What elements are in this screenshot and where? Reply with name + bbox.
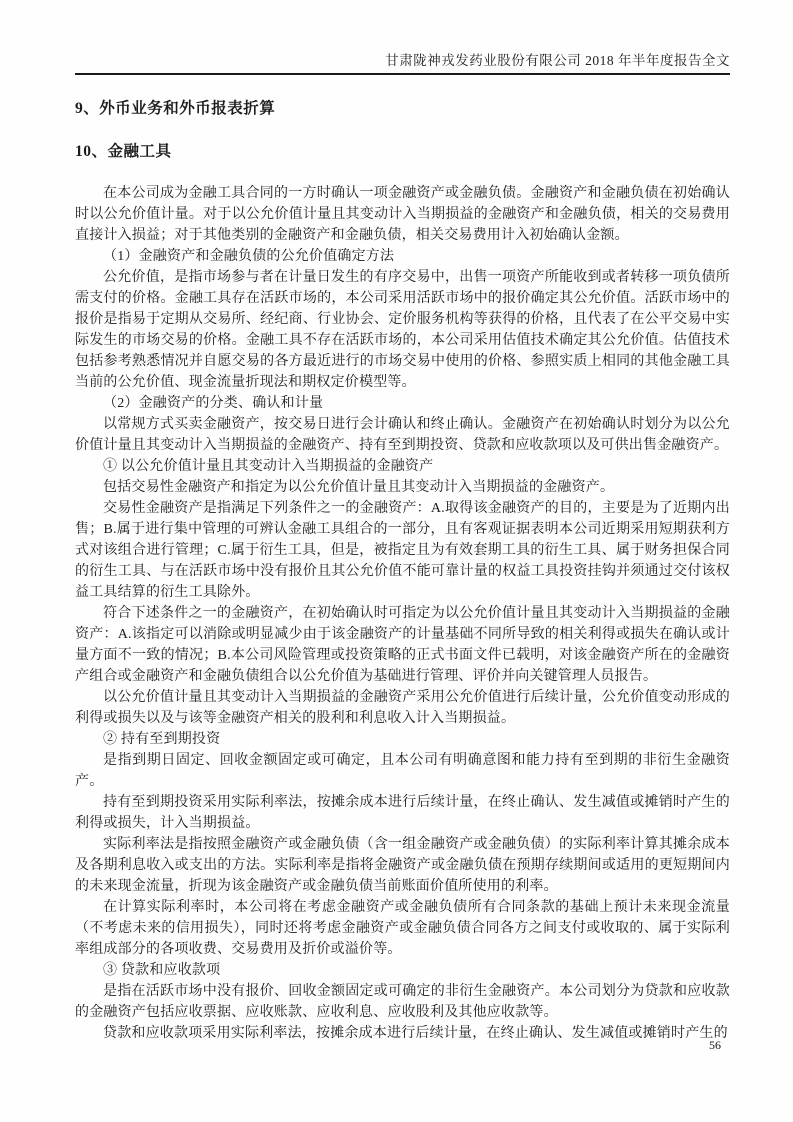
- paragraph-fvtpl-measurement: 以公允价值计量且其变动计入当期损益的金融资产采用公允价值进行后续计量，公允价值变动形成的利得或损失以及与该等金融资产相关的股利和利息收入计入当期损益。: [75, 690, 730, 726]
- paragraph-trading-assets-conditions: 交易性金融资产是指满足下列条件之一的金融资产：A.取得该金融资产的目的，主要是为了近期内出售；B.属于进行集中管理的可辨认金融工具组合的一部分，且有客观证据表明本公司近期采用短期获利方式对该组合进行管理；C.属于衍生工具，但是，被指定且为有效套期工具的衍生工具、属于财务担保合同的衍生工具、与在活跃市场中没有报价且其公允价值不能可靠计量的权益工具投资挂钩并须通过交付该权益工具结算的衍生工具除外。: [75, 501, 730, 600]
- page-content: [75, 99, 730, 1044]
- paragraph-loans-receivables-definition: 是指在活跃市场中没有报价、回收金额固定或可确定的非衍生金融资产。本公司划分为贷款和应收款的金融资产包括应收票据、应收账款、应收利息、应收股利及其他应收款等。: [75, 984, 730, 1020]
- report-header-title: 甘肃陇神戎发药业股份有限公司 2018 年半年度报告全文: [385, 53, 730, 68]
- sub-heading-fair-value-method: （1）金融资产和金融负债的公允价值确定方法: [103, 249, 395, 264]
- page-number: 56: [709, 1038, 721, 1052]
- section-body: [75, 183, 730, 1044]
- sub-heading-classification: （2）金融资产的分类、确认和计量: [103, 396, 324, 411]
- paragraph-classification-overview: 以常规方式买卖金融资产，按交易日进行会计确认和终止确认。金融资产在初始确认时划分为以公允价值计量且其变动计入当期损益的金融资产、持有至到期投资、贷款和应收款项以及可供出售金融资产。: [75, 417, 730, 453]
- item-heading-loans-receivables: ③ 贷款和应收款项: [103, 963, 221, 978]
- paragraph-fair-value-definition: 公允价值，是指市场参与者在计量日发生的有序交易中，出售一项资产所能收到或者转移一项负债所需支付的价格。金融工具存在活跃市场的，本公司采用活跃市场中的报价确定其公允价值。活跃市场中的报价是指易于定期从交易所、经纪商、行业协会、定价服务机构等获得的价格，且代表了在公平交易中实际发生的市场交易的价格。金融工具不存在活跃市场的，本公司采用估值技术确定其公允价值。估值技术包括参考熟悉情况并自愿交易的各方最近进行的市场交易中使用的价格、参照实质上相同的其他金融工具当前的公允价值、现金流量折现法和期权定价模型等。: [75, 270, 730, 390]
- paragraph-designation-conditions: 符合下述条件之一的金融资产，在初始确认时可指定为以公允价值计量且其变动计入当期损益的金融资产：A.该指定可以消除或明显减少由于该金融资产的计量基础不同所导致的相关利得或损失在确认或计量方面不一致的情况；B.本公司风险管理或投资策略的正式书面文件已载明，对该金融资产所在的金融资产组合或金融资产和金融负债组合以公允价值为基础进行管理、评价并向关键管理人员报告。: [75, 606, 730, 684]
- item-heading-held-to-maturity: ② 持有至到期投资: [103, 732, 221, 747]
- paragraph-fvtpl-scope: 包括交易性金融资产和指定为以公允价值计量且其变动计入当期损益的金融资产。: [103, 480, 615, 495]
- paragraph-initial-recognition: 在本公司成为金融工具合同的一方时确认一项金融资产或金融负债。金融资产和金融负债在初始确认时以公允价值计量。对于以公允价值计量且其变动计入当期损益的金融资产和金融负债，相关的交易费用直接计入损益；对于其他类别的金融资产和金融负债，相关交易费用计入初始确认金额。: [75, 186, 730, 243]
- paragraph-effective-interest-method: 实际利率法是指按照金融资产或金融负债（含一组金融资产或金融负债）的实际利率计算其摊余成本及各期利息收入或支出的方法。实际利率是指将金融资产或金融负债在预期存续期间或适用的更短期间内的未来现金流量，折现为该金融资产或金融负债当前账面价值所使用的利率。: [75, 837, 730, 894]
- paragraph-htm-measurement: 持有至到期投资采用实际利率法，按摊余成本进行后续计量，在终止确认、发生减值或摊销时产生的利得或损失，计入当期损益。: [75, 795, 730, 831]
- paragraph-htm-definition: 是指到期日固定、回收金额固定或可确定，且本公司有明确意图和能力持有至到期的非衍生金融资产。: [75, 753, 730, 789]
- section-heading-financial-instruments: 10、金融工具: [75, 143, 172, 160]
- page-header: [75, 0, 730, 75]
- paragraph-loans-receivables-measurement: 贷款和应收款项采用实际利率法，按摊余成本进行后续计量，在终止确认、发生减值或摊销时产生的: [103, 1026, 728, 1041]
- section-heading-foreign-currency: 9、外币业务和外币报表折算: [75, 100, 276, 117]
- item-heading-fvtpl-assets: ① 以公允价值计量且其变动计入当期损益的金融资产: [103, 459, 434, 474]
- paragraph-effective-interest-calculation: 在计算实际利率时，本公司将在考虑金融资产或金融负债所有合同条款的基础上预计未来现金流量（不考虑未来的信用损失），同时还将考虑金融资产或金融负债合同各方之间支付或收取的、属于实际利率组成部分的各项收费、交易费用及折价或溢价等。: [75, 900, 730, 957]
